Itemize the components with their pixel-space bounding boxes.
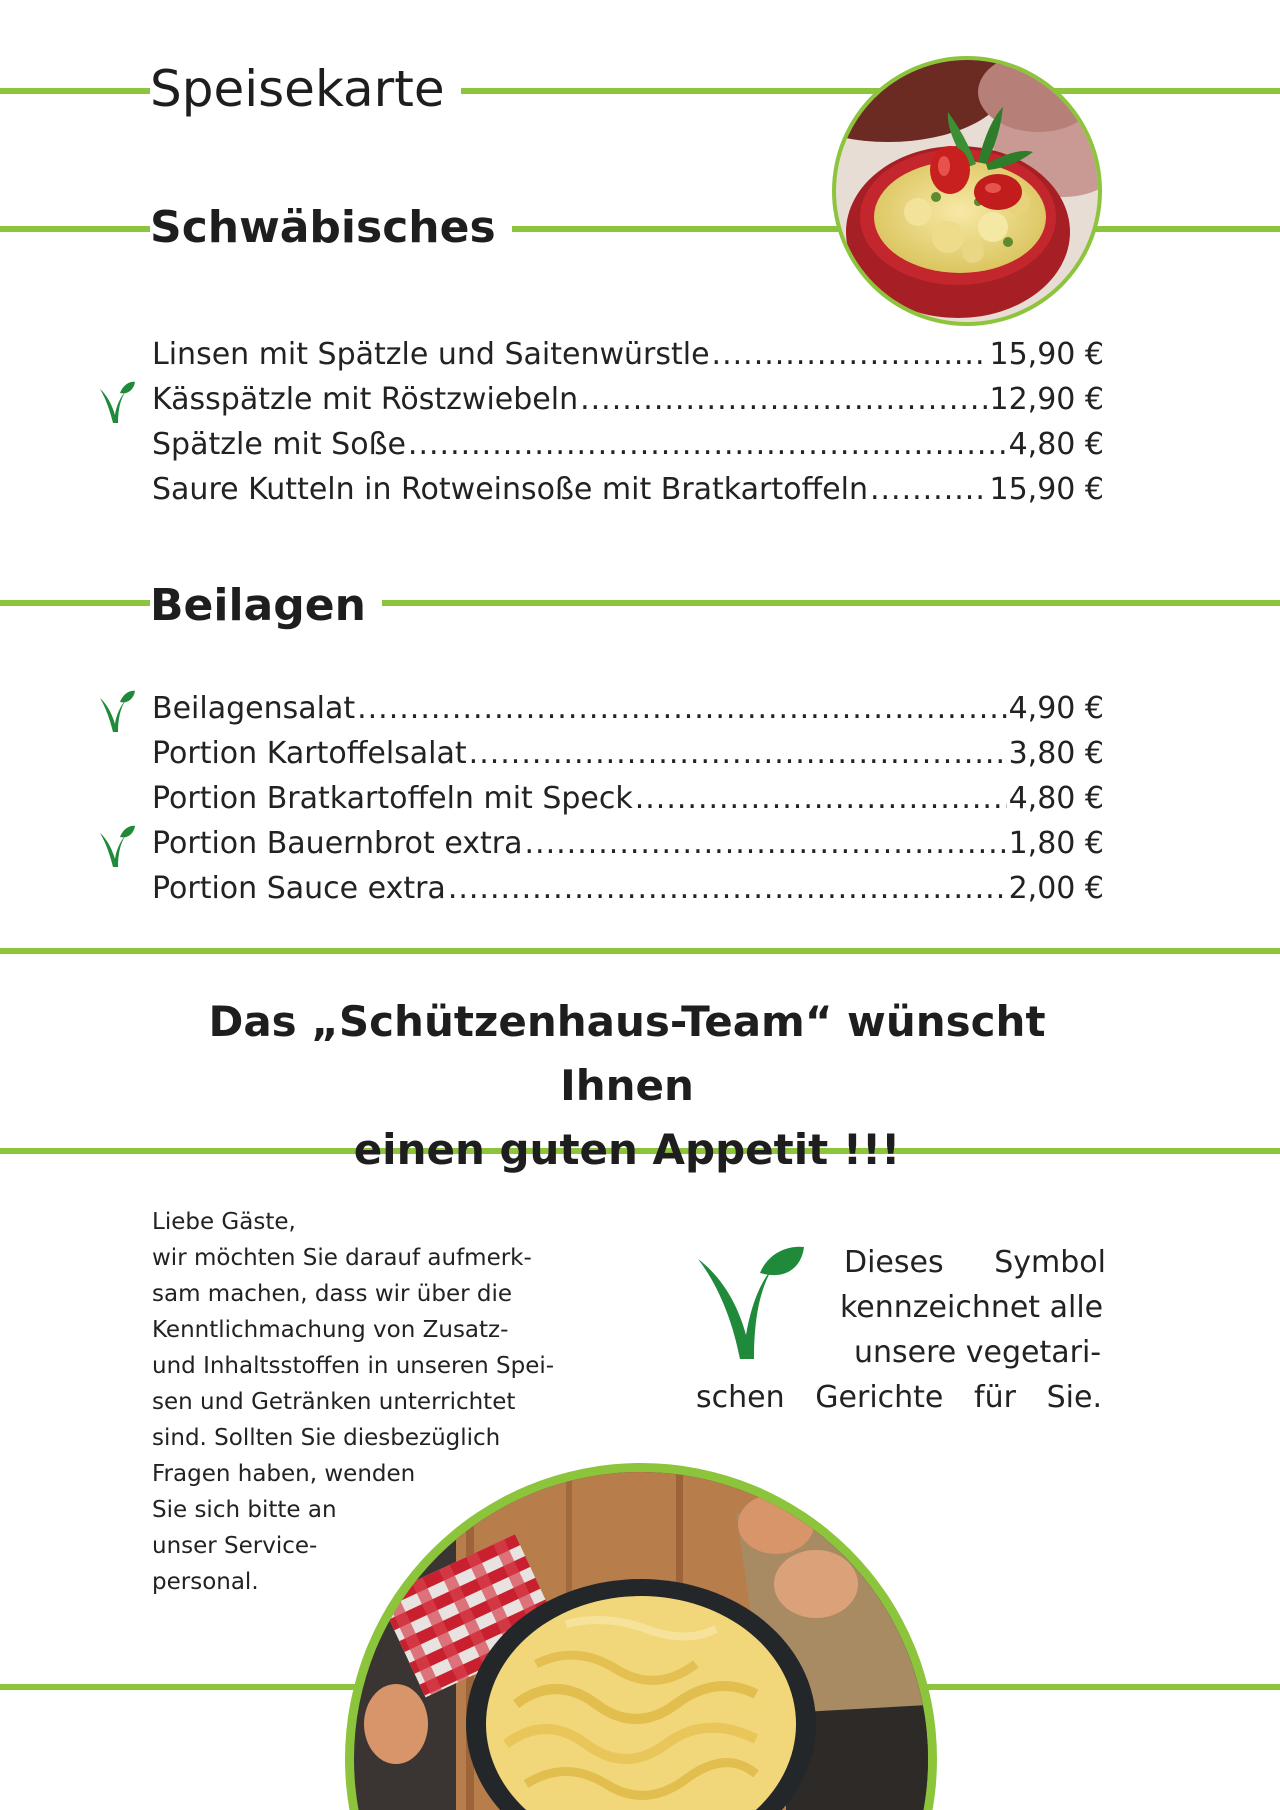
menu-item	[152, 422, 1104, 467]
notice-line: Fragen haben, wenden	[152, 1461, 416, 1487]
menu-item-name: Beilagensalat	[152, 691, 356, 726]
legend-line: Dieses Symbol	[844, 1245, 1106, 1280]
dot-leader	[580, 377, 987, 422]
menu-item-price: 3,80 €	[1008, 736, 1104, 771]
dot-leader	[408, 422, 1007, 467]
menu-item-price: 2,00 €	[1008, 871, 1104, 906]
menu-item-price: 15,90 €	[989, 472, 1104, 507]
menu-item	[152, 821, 1104, 866]
notice-line: sam machen, dass wir über die	[152, 1281, 513, 1307]
dot-leader	[870, 467, 988, 512]
menu-item-name: Portion Sauce extra	[152, 871, 446, 906]
section-heading-beilagen: Beilagen	[150, 584, 382, 628]
menu-item	[152, 731, 1104, 776]
potato-salad-photo	[828, 52, 1106, 330]
menu-item-name: Portion Bratkartoffeln mit Speck	[152, 781, 633, 816]
vegetarian-leaf-icon	[96, 690, 136, 734]
closing-message	[150, 990, 1104, 1182]
menu-item	[152, 332, 1104, 377]
menu-item-name: Saure Kutteln in Rotweinsoße mit Bratkartoffeln	[152, 472, 868, 507]
notice-line: personal.	[152, 1569, 259, 1595]
menu-item	[152, 377, 1104, 422]
notice-line: wir möchten Sie darauf aufmerk-	[152, 1245, 532, 1271]
menu-item-price: 4,80 €	[1008, 781, 1104, 816]
menu-item	[152, 686, 1104, 731]
notice-line: Kenntlichmachung von Zusatz-	[152, 1317, 509, 1343]
dot-leader	[357, 686, 1006, 731]
menu-item-price: 15,90 €	[989, 337, 1104, 372]
menu-item-name: Portion Bauernbrot extra	[152, 826, 523, 861]
menu-item-name: Spätzle mit Soße	[152, 427, 406, 462]
dot-leader	[635, 776, 1007, 821]
dot-leader	[525, 821, 1007, 866]
legend-line: schen Gerichte für Sie.	[696, 1380, 1102, 1415]
menu-item	[152, 776, 1104, 821]
notice-line: sen und Getränken unterrichtet	[152, 1389, 516, 1415]
section-heading-schwaebisches: Schwäbisches	[150, 206, 512, 250]
page-title: Speisekarte	[150, 64, 461, 114]
notice-line: Sie sich bitte an	[152, 1497, 337, 1523]
notice-line: unser Service-	[152, 1533, 318, 1559]
closing-line-2: einen guten Appetit !!!	[353, 1125, 901, 1174]
vegetarian-leaf-icon	[96, 381, 136, 425]
dot-leader	[712, 332, 988, 377]
legend-line: unsere vegetari-	[854, 1335, 1102, 1370]
spaetzle-photo	[336, 1454, 946, 1810]
menu-item	[152, 866, 1104, 911]
vegetarian-leaf-icon	[96, 825, 136, 869]
menu-item-name: Portion Kartoffelsalat	[152, 736, 467, 771]
menu-item	[152, 467, 1104, 512]
legend-text	[696, 1240, 1106, 1420]
menu-item-name: Linsen mit Spätzle und Saitenwürstle	[152, 337, 710, 372]
closing-line-1: Das „Schützenhaus-Team“ wünscht Ihnen	[208, 997, 1046, 1110]
menu-item-name: Kässpätzle mit Röstzwiebeln	[152, 382, 579, 417]
menu-item-price: 4,80 €	[1008, 427, 1104, 462]
notice-line: sind. Sollten Sie diesbezüglich	[152, 1425, 501, 1451]
dot-leader	[448, 866, 1007, 911]
menu-list-beilagen	[152, 686, 1104, 911]
notice-greeting: Liebe Gäste,	[152, 1209, 296, 1235]
menu-item-price: 12,90 €	[989, 382, 1104, 417]
menu-item-price: 4,90 €	[1008, 691, 1104, 726]
rule-closing-top	[0, 948, 1280, 954]
notice-line: und Inhaltsstoffen in unseren Spei-	[152, 1353, 555, 1379]
legend-line: kennzeichnet alle	[840, 1290, 1104, 1325]
dot-leader	[469, 731, 1007, 776]
menu-list-schwaebisches	[152, 332, 1104, 512]
menu-item-price: 1,80 €	[1008, 826, 1104, 861]
